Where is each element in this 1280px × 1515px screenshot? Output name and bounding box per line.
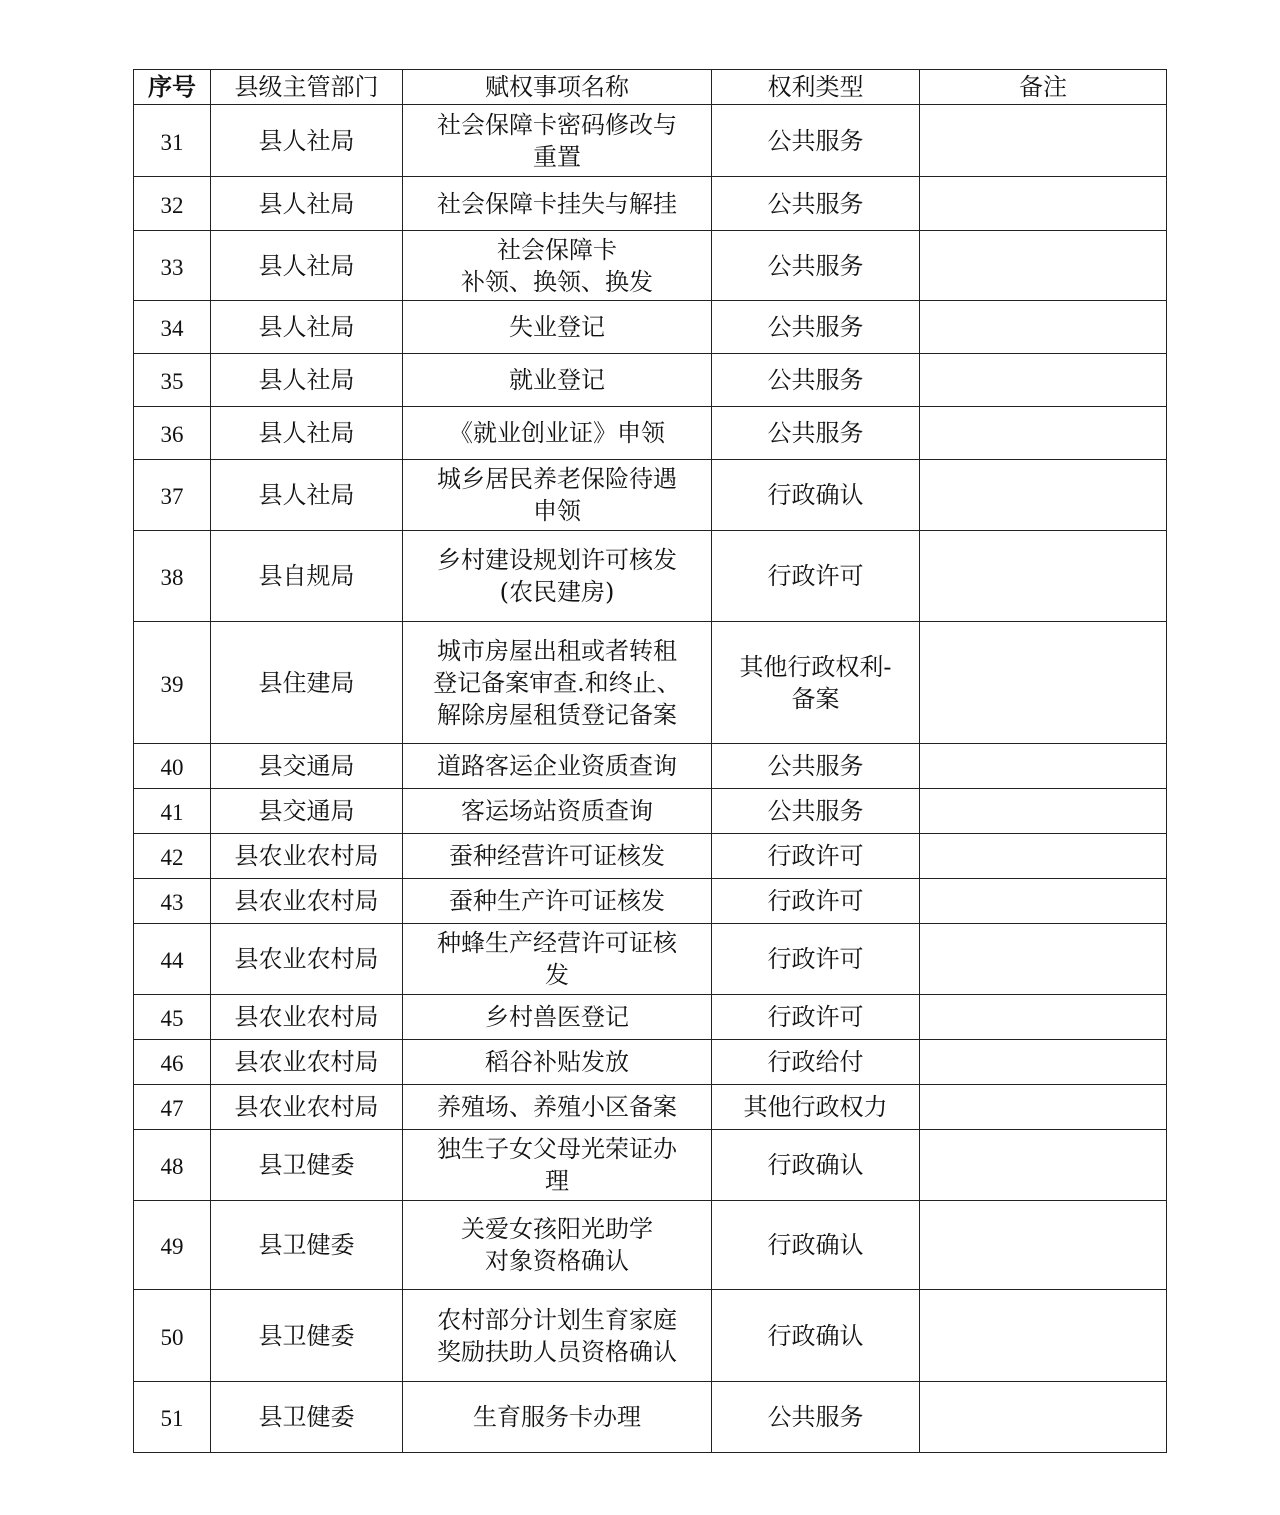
serial-number-cell: 42: [134, 834, 211, 879]
table-row: [134, 1290, 1167, 1382]
item-name-cell: 失业登记: [403, 301, 712, 354]
serial-number-cell: 33: [134, 231, 211, 301]
department-cell: 县农业农村局: [211, 834, 403, 879]
serial-number-cell: 47: [134, 1085, 211, 1130]
department-cell: 县人社局: [211, 105, 403, 177]
table-header: [134, 70, 1167, 105]
header-remarks: 备注: [920, 70, 1167, 105]
department-cell: 县卫健委: [211, 1382, 403, 1453]
remarks-cell: [920, 460, 1167, 531]
right-type-cell: 公共服务: [712, 231, 920, 301]
serial-number-cell: 51: [134, 1382, 211, 1453]
remarks-cell: [920, 1382, 1167, 1453]
right-type-cell: 公共服务: [712, 407, 920, 460]
department-cell: 县人社局: [211, 407, 403, 460]
table-row: [134, 460, 1167, 531]
header-department: 县级主管部门: [211, 70, 403, 105]
remarks-cell: [920, 1085, 1167, 1130]
item-name-cell: 道路客运企业资质查询: [403, 744, 712, 789]
department-cell: 县卫健委: [211, 1290, 403, 1382]
remarks-cell: [920, 301, 1167, 354]
department-cell: 县人社局: [211, 301, 403, 354]
table-row: [134, 879, 1167, 924]
table-row: [134, 924, 1167, 995]
department-cell: 县农业农村局: [211, 1040, 403, 1085]
item-name-cell: 就业登记: [403, 354, 712, 407]
serial-number-cell: 43: [134, 879, 211, 924]
right-type-cell: 其他行政权力: [712, 1085, 920, 1130]
right-type-cell: 行政许可: [712, 834, 920, 879]
serial-number-cell: 48: [134, 1130, 211, 1201]
department-cell: 县人社局: [211, 177, 403, 231]
serial-number-cell: 36: [134, 407, 211, 460]
item-name-cell: 蚕种生产许可证核发: [403, 879, 712, 924]
right-type-cell: 公共服务: [712, 744, 920, 789]
department-cell: 县卫健委: [211, 1201, 403, 1290]
department-cell: 县人社局: [211, 231, 403, 301]
remarks-cell: [920, 231, 1167, 301]
department-cell: 县农业农村局: [211, 995, 403, 1040]
serial-number-cell: 50: [134, 1290, 211, 1382]
table-row: [134, 789, 1167, 834]
department-cell: 县人社局: [211, 460, 403, 531]
table-row: [134, 1201, 1167, 1290]
header-row: [134, 70, 1167, 105]
serial-number-cell: 45: [134, 995, 211, 1040]
remarks-cell: [920, 531, 1167, 622]
right-type-cell: 行政许可: [712, 924, 920, 995]
item-name-cell: 关爱女孩阳光助学 对象资格确认: [403, 1201, 712, 1290]
right-type-cell: 公共服务: [712, 789, 920, 834]
item-name-cell: 种蜂生产经营许可证核 发: [403, 924, 712, 995]
table-row: [134, 995, 1167, 1040]
remarks-cell: [920, 1040, 1167, 1085]
right-type-cell: 行政许可: [712, 531, 920, 622]
item-name-cell: 农村部分计划生育家庭 奖励扶助人员资格确认: [403, 1290, 712, 1382]
right-type-cell: 公共服务: [712, 105, 920, 177]
table-row: [134, 231, 1167, 301]
serial-number-cell: 39: [134, 622, 211, 744]
department-cell: 县住建局: [211, 622, 403, 744]
serial-number-cell: 31: [134, 105, 211, 177]
serial-number-cell: 38: [134, 531, 211, 622]
remarks-cell: [920, 1290, 1167, 1382]
table-row: [134, 407, 1167, 460]
item-name-cell: 社会保障卡密码修改与 重置: [403, 105, 712, 177]
serial-number-cell: 46: [134, 1040, 211, 1085]
serial-number-cell: 49: [134, 1201, 211, 1290]
remarks-cell: [920, 744, 1167, 789]
serial-number-cell: 41: [134, 789, 211, 834]
right-type-cell: 其他行政权利- 备案: [712, 622, 920, 744]
remarks-cell: [920, 105, 1167, 177]
serial-number-cell: 34: [134, 301, 211, 354]
table-row: [134, 354, 1167, 407]
right-type-cell: 公共服务: [712, 1382, 920, 1453]
serial-number-cell: 35: [134, 354, 211, 407]
serial-number-cell: 37: [134, 460, 211, 531]
item-name-cell: 稻谷补贴发放: [403, 1040, 712, 1085]
department-cell: 县人社局: [211, 354, 403, 407]
right-type-cell: 行政确认: [712, 460, 920, 531]
remarks-cell: [920, 879, 1167, 924]
item-name-cell: 乡村建设规划许可核发 (农民建房): [403, 531, 712, 622]
remarks-cell: [920, 1201, 1167, 1290]
table-row: [134, 622, 1167, 744]
department-cell: 县农业农村局: [211, 879, 403, 924]
right-type-cell: 行政许可: [712, 995, 920, 1040]
department-cell: 县自规局: [211, 531, 403, 622]
item-name-cell: 生育服务卡办理: [403, 1382, 712, 1453]
item-name-cell: 客运场站资质查询: [403, 789, 712, 834]
remarks-cell: [920, 834, 1167, 879]
department-cell: 县农业农村局: [211, 1085, 403, 1130]
right-type-cell: 行政许可: [712, 879, 920, 924]
item-name-cell: 城乡居民养老保险待遇 申领: [403, 460, 712, 531]
remarks-cell: [920, 1130, 1167, 1201]
department-cell: 县交通局: [211, 789, 403, 834]
right-type-cell: 行政确认: [712, 1201, 920, 1290]
item-name-cell: 乡村兽医登记: [403, 995, 712, 1040]
table-row: [134, 105, 1167, 177]
remarks-cell: [920, 354, 1167, 407]
header-serial-number: 序号: [134, 70, 211, 105]
remarks-cell: [920, 622, 1167, 744]
right-type-cell: 公共服务: [712, 301, 920, 354]
table-row: [134, 744, 1167, 789]
remarks-cell: [920, 924, 1167, 995]
serial-number-cell: 44: [134, 924, 211, 995]
item-name-cell: 社会保障卡 补领、换领、换发: [403, 231, 712, 301]
table-row: [134, 1040, 1167, 1085]
item-name-cell: 养殖场、养殖小区备案: [403, 1085, 712, 1130]
item-name-cell: 《就业创业证》申领: [403, 407, 712, 460]
item-name-cell: 社会保障卡挂失与解挂: [403, 177, 712, 231]
remarks-cell: [920, 407, 1167, 460]
table-row: [134, 1085, 1167, 1130]
item-name-cell: 城市房屋出租或者转租 登记备案审查.和终止、 解除房屋租赁登记备案: [403, 622, 712, 744]
right-type-cell: 公共服务: [712, 354, 920, 407]
item-name-cell: 蚕种经营许可证核发: [403, 834, 712, 879]
remarks-cell: [920, 177, 1167, 231]
remarks-cell: [920, 789, 1167, 834]
table-row: [134, 301, 1167, 354]
table-row: [134, 531, 1167, 622]
right-type-cell: 公共服务: [712, 177, 920, 231]
header-item-name: 赋权事项名称: [403, 70, 712, 105]
table-body: [134, 105, 1167, 1453]
right-type-cell: 行政给付: [712, 1040, 920, 1085]
department-cell: 县卫健委: [211, 1130, 403, 1201]
table-row: [134, 1382, 1167, 1453]
item-name-cell: 独生子女父母光荣证办 理: [403, 1130, 712, 1201]
table-row: [134, 177, 1167, 231]
remarks-cell: [920, 995, 1167, 1040]
department-cell: 县农业农村局: [211, 924, 403, 995]
department-cell: 县交通局: [211, 744, 403, 789]
rights-table: [133, 69, 1167, 1453]
right-type-cell: 行政确认: [712, 1130, 920, 1201]
table-row: [134, 834, 1167, 879]
serial-number-cell: 32: [134, 177, 211, 231]
table-row: [134, 1130, 1167, 1201]
serial-number-cell: 40: [134, 744, 211, 789]
header-right-type: 权利类型: [712, 70, 920, 105]
right-type-cell: 行政确认: [712, 1290, 920, 1382]
